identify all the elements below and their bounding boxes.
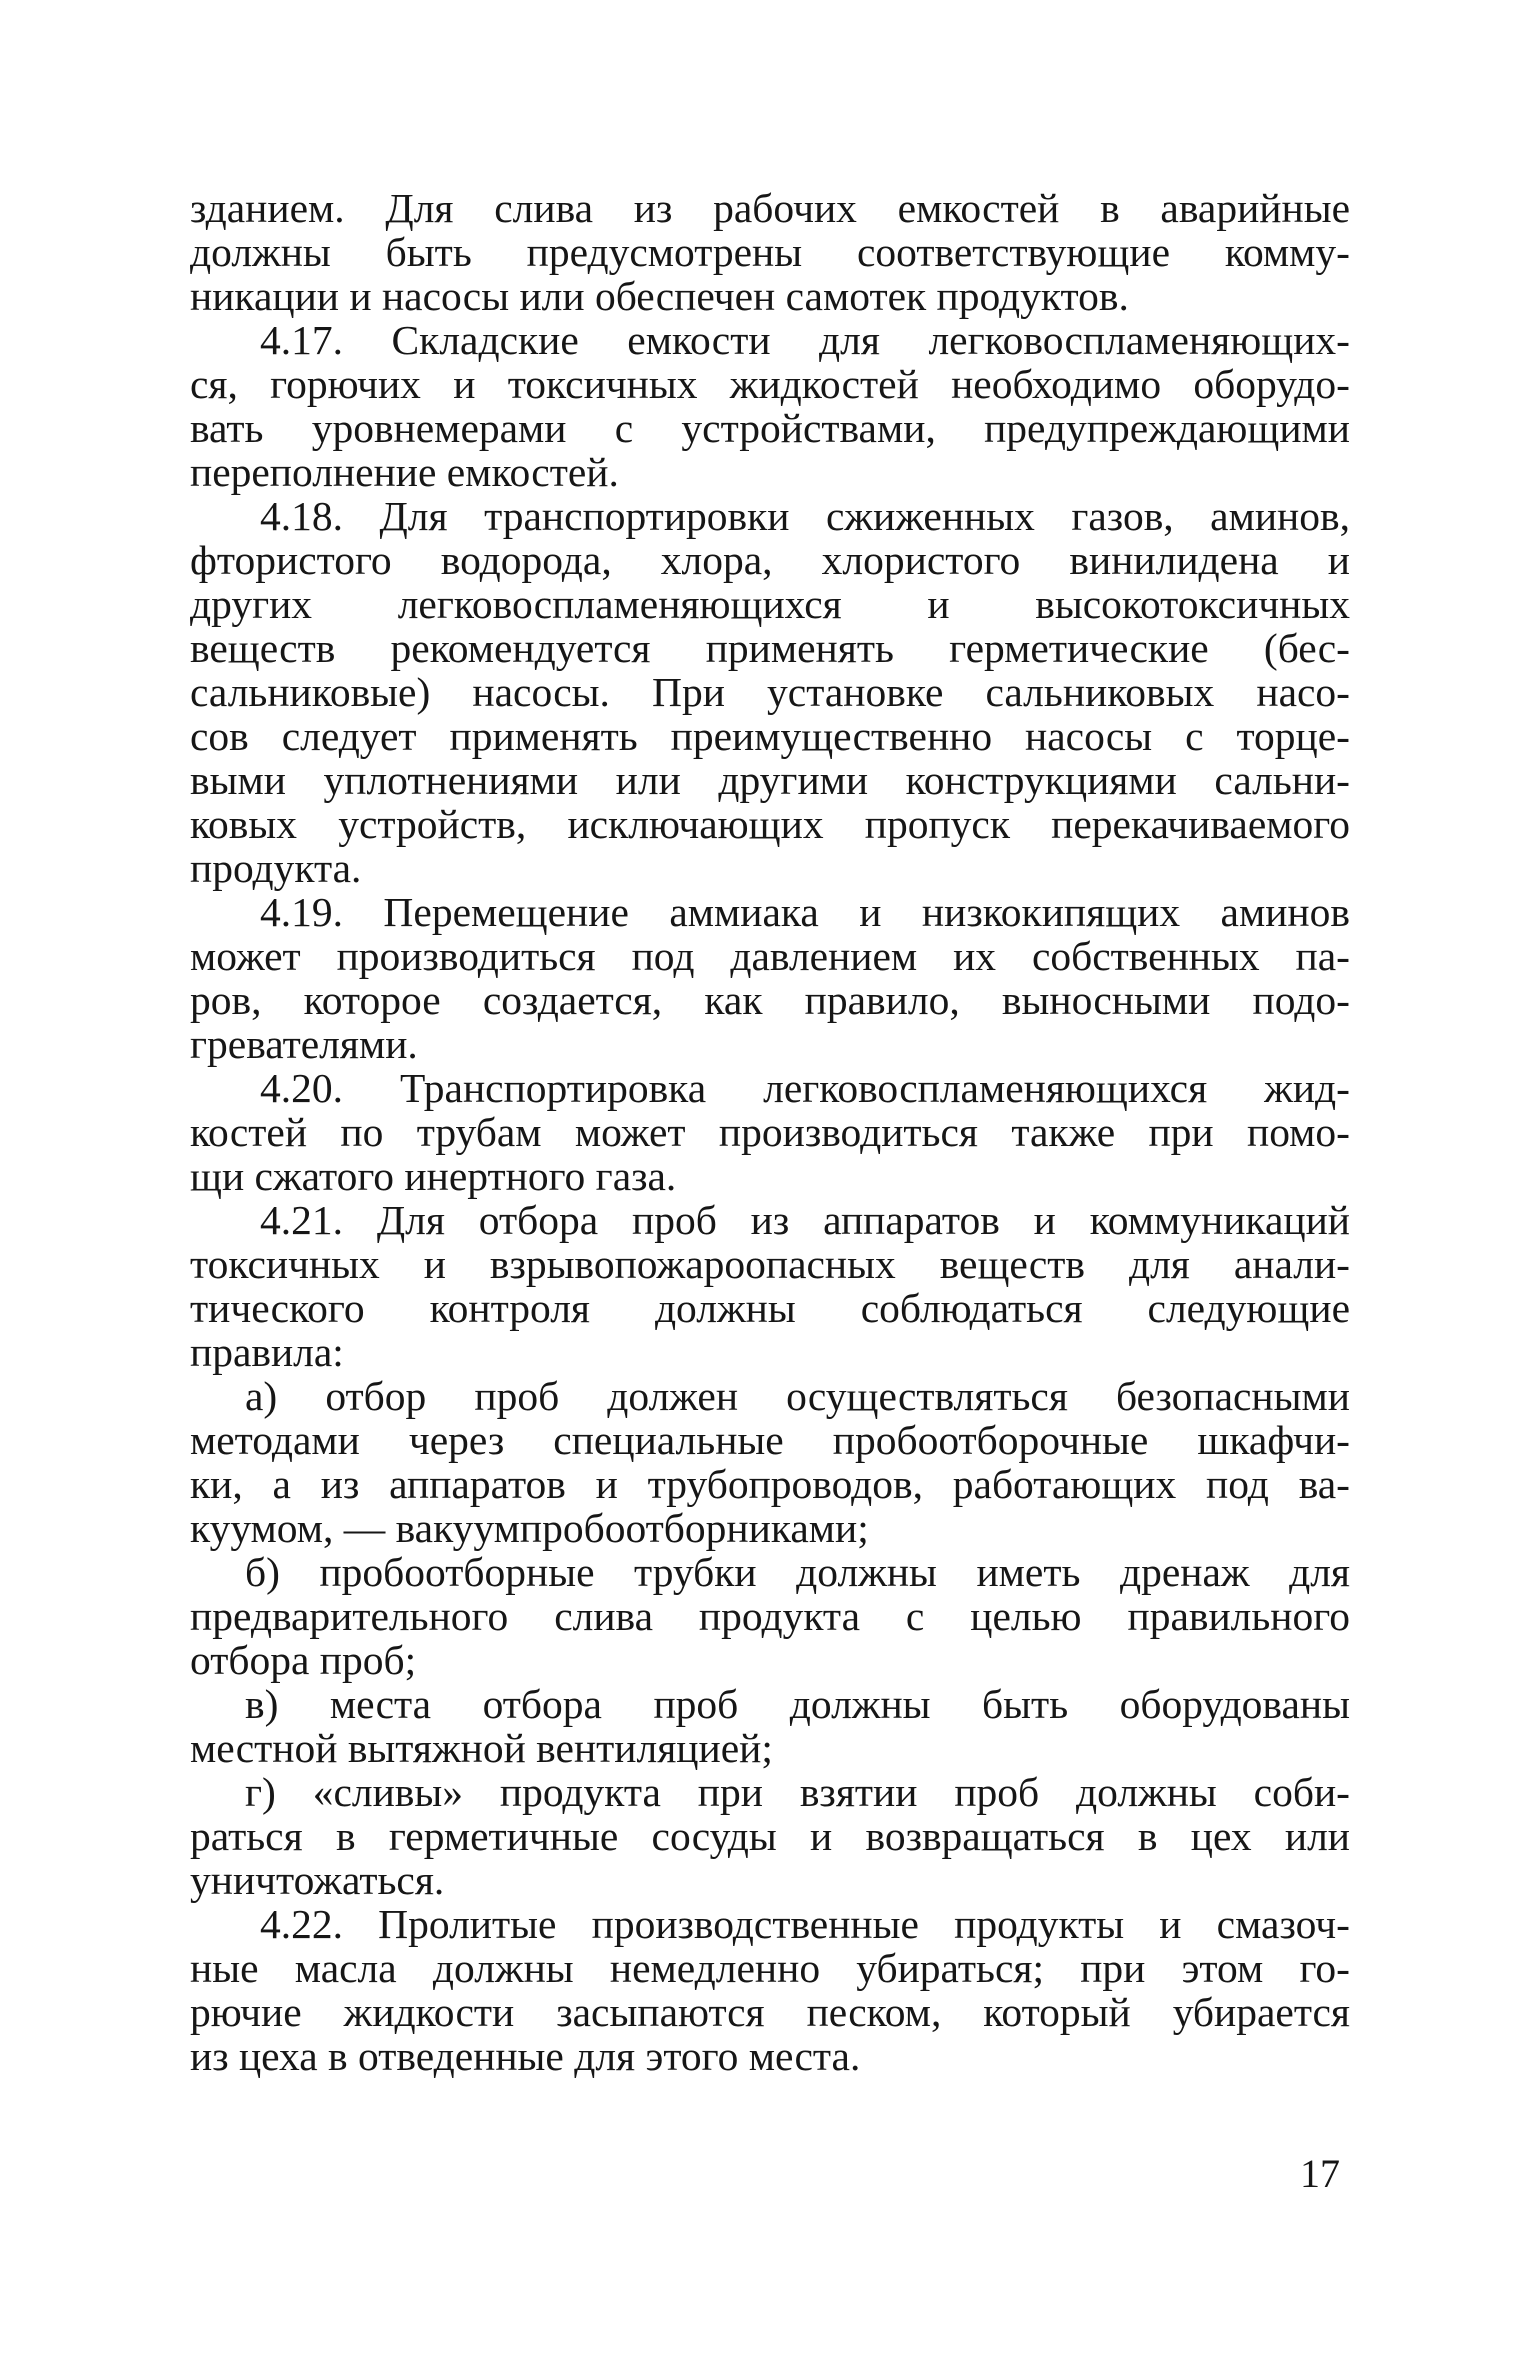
text-line: щи сжатого инертного газа.	[190, 1153, 677, 1199]
text-line: в) места отбора проб должны быть оборудованы	[245, 1681, 1350, 1727]
text-line: 4.19. Перемещение аммиака и низкокипящих аминов	[260, 889, 1350, 935]
text-line: ся, горючих и токсичных жидкостей необходимо оборудо-	[190, 361, 1350, 407]
text-line: продукта.	[190, 845, 362, 891]
text-line: куумом, — вакуумпробоотборниками;	[190, 1505, 869, 1551]
text-line: 4.18. Для транспортировки сжиженных газов, аминов,	[260, 493, 1350, 539]
text-line: веществ рекомендуется применять герметические (бес-	[190, 625, 1350, 671]
text-line: ковых устройств, исключающих пропуск перекачиваемого	[190, 801, 1350, 847]
text-line: других легковоспламеняющихся и высокотоксичных	[190, 581, 1350, 627]
text-line: правила:	[190, 1329, 344, 1375]
text-line: а) отбор проб должен осуществляться безопасными	[245, 1373, 1350, 1419]
text-line: отбора проб;	[190, 1637, 417, 1683]
text-line: ки, а из аппаратов и трубопроводов, работающих под ва-	[190, 1461, 1350, 1507]
text-line: фтористого водорода, хлора, хлористого винилидена и	[190, 537, 1350, 583]
text-line: методами через специальные пробоотборочные шкафчи-	[190, 1417, 1350, 1463]
text-line: ные масла должны немедленно убираться; при этом го-	[190, 1945, 1350, 1991]
text-line: гревателями.	[190, 1021, 418, 1067]
text-line: вать уровнемерами с устройствами, предупреждающими	[190, 405, 1350, 451]
text-line: 4.22. Пролитые производственные продукты и смазоч-	[260, 1901, 1350, 1947]
text-line: костей по трубам может производиться также при помо-	[190, 1109, 1350, 1155]
text-line: токсичных и взрывопожароопасных веществ для анали-	[190, 1241, 1350, 1287]
text-line: может производиться под давлением их собственных па-	[190, 933, 1350, 979]
text-line: из цеха в отведенные для этого места.	[190, 2033, 861, 2079]
text-line: сальниковые) насосы. При установке сальниковых насо-	[190, 669, 1350, 715]
text-line: уничтожаться.	[190, 1857, 445, 1903]
text-line: ров, которое создается, как правило, выносными подо-	[190, 977, 1350, 1023]
text-line: 4.17. Складские емкости для легковоспламеняющих-	[260, 317, 1350, 363]
text-line: раться в герметичные сосуды и возвращаться в цех или	[190, 1813, 1350, 1859]
text-line: 4.21. Для отбора проб из аппаратов и коммуникаций	[260, 1197, 1350, 1243]
text-line: рючие жидкости засыпаются песком, который убирается	[190, 1989, 1350, 2035]
text-line: выми уплотнениями или другими конструкциями сальни-	[190, 757, 1350, 803]
text-line: б) пробоотборные трубки должны иметь дренаж для	[245, 1549, 1350, 1595]
text-line: сов следует применять преимущественно насосы с торце-	[190, 713, 1350, 759]
text-line: никации и насосы или обеспечен самотек продуктов.	[190, 273, 1129, 319]
text-line: г) «сливы» продукта при взятии проб должны соби-	[245, 1769, 1350, 1815]
text-line: зданием. Для слива из рабочих емкостей в аварийные	[190, 185, 1350, 231]
text-line: переполнение емкостей.	[190, 449, 619, 495]
text-line: местной вытяжной вентиляцией;	[190, 1725, 773, 1771]
page-text	[190, 186, 1350, 2078]
text-line: должны быть предусмотрены соответствующие комму-	[190, 229, 1350, 275]
text-line: тического контроля должны соблюдаться следующие	[190, 1285, 1350, 1331]
text-line: 4.20. Транспортировка легковоспламеняющихся жид-	[260, 1065, 1350, 1111]
page-number: 17	[1300, 2151, 1340, 2196]
text-line: предварительного слива продукта с целью правильного	[190, 1593, 1350, 1639]
